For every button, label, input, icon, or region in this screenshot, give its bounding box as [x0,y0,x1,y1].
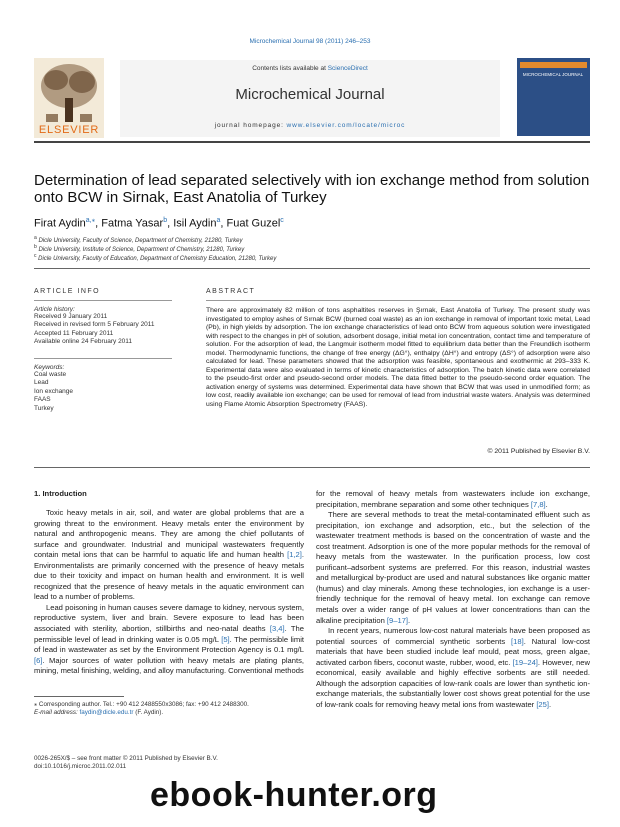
contents-line [140,65,480,72]
affiliation-mark: a [34,235,37,241]
citation-link[interactable]: [9–17] [386,615,409,625]
email-label: E-mail address: [34,709,80,717]
section-rule [34,268,590,269]
keyword: Turkey [34,404,54,412]
keywords-list [34,371,172,413]
journal-homepage [140,122,480,129]
author-affiliation-mark[interactable]: a [216,217,221,224]
author-separator: , [95,217,102,230]
author-affiliation-mark[interactable]: c [280,217,284,224]
homepage-prefix: journal homepage: [214,122,287,129]
affiliation-text: Dicle University, Faculty of Science, Department of Chemistry, 21280, Turkey [36,238,243,244]
author-separator: , [167,217,174,230]
body-paragraph [34,603,304,677]
body-right-column [316,489,590,710]
journal-reference[interactable]: Microchemical Journal 98 (2011) 246–253 [249,38,371,45]
doi-link[interactable]: doi:10.1016/j.microc.2011.02.011 [34,763,127,771]
history-label: Article history: [34,306,75,313]
issn-block [34,755,304,771]
history-list [34,313,172,347]
body-paragraph [316,510,590,626]
homepage-link[interactable]: www.elsevier.com/locate/microc [286,122,406,129]
footnote [34,701,304,717]
watermark: ebook-hunter.org [150,776,438,814]
affiliation-text: Dicle University, Faculty of Education, Department of Chemistry Education, 21280, Turkey [36,256,277,262]
affiliation-mark: b [34,244,37,250]
citation-link[interactable]: [7,8] [530,499,546,509]
keyword: Lead [34,379,49,387]
abstract-heading: ABSTRACT [206,288,256,295]
body-paragraph [316,626,590,710]
author-list [34,216,594,230]
footnote-rule [34,696,124,697]
paragraph-text: . Major sources of water pollution with heavy metals are plating plants, mining, metal finishing, welding, and alloy manufacturing. Conventional methods [34,655,304,676]
keyword: Coal waste [34,371,67,378]
body-paragraph [34,508,304,603]
article-history [34,306,172,347]
cover-band [520,62,587,68]
paragraph-text: . [545,499,548,509]
citation-link[interactable]: [1,2] [287,550,302,560]
affiliation [34,244,594,253]
paragraph-text: . Natural low-cost materials that have been studied include leaf mould, peat moss, green algae, activated carbon fibers, coconut waste, rubber, wood, etc. [316,636,590,667]
sciencedirect-link[interactable]: ScienceDirect [327,65,368,72]
contents-prefix: Contents lists available at [252,65,328,72]
author-affiliation-mark[interactable]: b [163,217,168,224]
body-paragraph [316,489,590,510]
history-entry: Received in revised form 5 February 2011 [34,321,155,329]
author-name: Firat Aydin [34,217,86,230]
header-rule [34,141,590,143]
email-suffix: (F. Aydin). [133,709,164,717]
paragraph-text: Lead poisoning in human causes severe damage to kidney, nervous system, reproductive system, liver and brain. Severe exposure to lead has been associated with sterility, abortion, stillbirths and neo-natal deaths [34,602,304,634]
history-entry: Available online 24 February 2011 [34,338,133,346]
paragraph-text: . [548,699,552,709]
body-rule [34,467,590,468]
copyright-line: © 2011 Published by Elsevier B.V. [487,448,590,455]
citation-link[interactable]: [6] [34,655,43,665]
keywords-block [34,364,172,413]
author-email-link[interactable]: faydin@dicle.edu.tr [79,709,134,717]
abstract-text: There are approximately 82 million of tons asphaltites reserves in Şırnak, East Anatolia of Turkey. The present study was investigated to employ ashes of Sırnak BCW (burned coal waste) as an ion exchange in removal of important toxic metal, Lead (Pb), in high yields by adsorption. The ion exchange characteristics of lead onto BCW from aqueous solution were investigated with respect to the changes in pH of solution, adsorbent dosage, initial metal ion concentration, contact time and temperature of solution. For the adsorption of lead, the Langmuir isotherm model fitted to equilibrium data better than the Freundlich isotherm model. Thermodynamic functions, the change of free energy (ΔG°), enthalpy (ΔH°) and entropy (ΔS°) of adsorption were also calculated for lead. These parameters showed that the adsorption was feasible, spontaneous and exothermic at 293–333 K. Experimental data were also evaluated in terms of kinetic characteristics of adsorption. The batch kinetic data were correlated to the pseudo-first order and pseudo-second order models. The data fitted better to the pseudo-second order equation. The activation energy of systems was determined. Experimental data have shown that BCW that was used in unmodified form; as low cost, readily available ion exchange; can be used for removal of lead from industrial waste waters. Analysis was determined using Flame Atomic Absorption Spectrometry (FAAS). [206,307,590,409]
citation-link[interactable]: [25] [536,699,549,709]
author-name: Isil Aydin [173,217,217,230]
history-entry: Accepted 11 February 2011 [34,329,114,337]
publisher-logo-text: ELSEVIER [38,124,100,136]
journal-cover [517,58,590,136]
author-affiliation-mark[interactable]: a,⁎ [85,217,96,224]
citation-link[interactable]: [5] [221,634,230,644]
footnote-email-line [34,709,304,717]
affiliation [34,253,594,262]
journal-title: Microchemical Journal [235,86,385,103]
affiliation-mark: c [34,253,37,259]
keyword: Ion exchange [34,387,74,395]
keywords-rule [34,358,172,359]
affiliation-text: Dicle University, Institute of Science, Department of Chemistry, 21280, Turkey [36,247,245,253]
paragraph-text: There are several methods to treat the metal-contaminated effluent such as precipitation, ion exchange and adsorption, etc., but the selection of the wastewater treatment methods is based on the concentration of waste and the cost treatment. Adsorption is one of the more popular methods for the removal of heavy metals from the wastewater. In the purification process, low cost purificant–adsorbent systems are preferred. For this reason, industrial wastes and metallurgical by-product are used and natural substances like organic matter (humus) and clay minerals. Among these technologies, ion exchange is a user-friendly technique for the removal of heavy metal. Ion exchange can remove metals over a wider range of pH values at lower concentrations than can the alkaline precipitation [316,510,590,625]
paragraph-text: . The permissible level of lead in drinking water is 0.05 mg/L [34,624,304,644]
keyword: FAAS [34,396,51,404]
article-info-heading: ARTICLE INFO [34,288,101,295]
abstract-rule [206,300,590,301]
paragraph-text: In recent years, numerous low-cost natural materials have been proposed as potential sources of commercial synthetic sorbents [316,626,590,646]
affiliation [34,235,594,244]
article-title: Determination of lead separated selectively with ion exchange method from solution onto BCW in Sirnak, East Anatolia of Turkey [34,172,590,206]
body-left-column [34,508,304,677]
cover-title: MICROCHEMICAL JOURNAL [522,72,584,77]
footnote-contact: ⁎ Corresponding author. Tel.: +90 412 2488550x3086; fax: +90 412 2488300. [34,701,249,708]
paragraph-text: . The permissible limit of lead in wastewater as set by the Environment Protection Agency is 0.1 mg/L [34,634,304,655]
paragraph-text: Toxic heavy metals in air, soil, and water are global problems that are a growing threat to the environment. Heavy metals enter the environment by natural and anthropogenic means. They are among the chief pollutants of surface and groundwater. Industrial and municipal wastewaters frequently contain metal ions that can be harmful to aquatic life and human health [34,508,304,560]
paragraph-text: . However, new economical, easily available and highly effective sorbents are still needed. Although the adsorption capacities of low-rank coals are lower than synthetic ion-exchange materials, the substantially lower cost shows great potential for the use of low-rank coals for removing heavy metal ions from wastewater [316,657,590,709]
article-info-rule [34,300,172,301]
citation-link[interactable]: [18] [511,636,524,646]
issn-line: 0026-265X/$ – see front matter © 2011 Published by Elsevier B.V. [34,755,218,762]
section-heading: 1. Introduction [34,489,87,498]
citation-link[interactable]: [3,4] [269,624,285,634]
author-name: Fatma Yasar [101,217,164,230]
paragraph-text: . [408,615,411,625]
keywords-label: Keywords: [34,364,65,371]
paragraph-text: . Environmentalists are primarily concerned with the presence of heavy metals due to their toxicity and impact on human health and environment. It is well recognized that the presence of heavy metals in the aquatic environment can lead to a number of problems. [34,550,304,602]
paragraph-text: for the removal of heavy metals from wastewaters include ion exchange, precipitation, membrane separation and some other techniques [316,489,590,509]
citation-link[interactable]: [19–24] [512,657,538,667]
author-separator: , [220,217,227,230]
author-name: Fuat Guzel [226,217,281,230]
history-entry: Received 9 January 2011 [34,313,108,320]
